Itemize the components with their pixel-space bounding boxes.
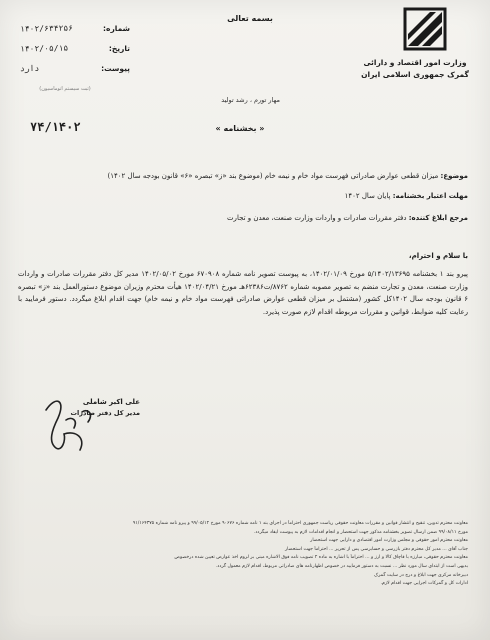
- salutation: با سلام و احترام،: [408, 252, 468, 260]
- reference-label: مرجع ابلاغ کننده:: [408, 214, 468, 222]
- slogan-line: مهار تورم ، رشد تولید: [221, 96, 280, 104]
- number-value: ۱۴۰۲/۶۳۴۲۵۶: [19, 23, 74, 34]
- attachment-label: پیوست:: [101, 64, 130, 73]
- distribution-line: جناب آقای ... مدیر کل محترم دفتر بازرسی و حسابرسی پس از تحریر ... احتراماً جهت استحضار: [284, 546, 468, 552]
- date-label: تاریخ:: [108, 44, 130, 53]
- validity-value: پایان سال ۱۴۰۲: [344, 192, 391, 200]
- basmala: بسمه تعالی: [227, 14, 273, 23]
- number-label: شماره:: [103, 24, 130, 33]
- meta-number: [20, 24, 130, 33]
- org-customs: گمرک جمهوری اسلامی ایران: [361, 70, 469, 79]
- distribution-line: مورخ ۹۹/۰۸/۱۱ ضمن ارسال تصویر بخشنامه مذکور جهت استحضار و انجام اقدامات لازم به پیوست ایفاد میگردد.: [253, 529, 468, 535]
- org-ministry: وزارت امور اقتصاد و دارائی: [363, 58, 467, 67]
- subject-label: موضوع:: [440, 172, 468, 180]
- reference-field: [18, 212, 468, 224]
- subject-field: [18, 170, 468, 182]
- reference-value: دفتر مقررات صادرات و واردات وزارت صنعت، معدن و تجارت: [226, 214, 407, 222]
- validity-field: [18, 190, 468, 202]
- distribution-line: معاونت محترم امور حقوقی و مجلس وزارت امور اقتصادی و دارایی جهت استحضار: [310, 538, 468, 544]
- meta-date: [20, 44, 130, 53]
- distribution-line: بدیهی است از ابتدای سال مورد نظر ... نسبت به دستور فرمایید در خصوص اظهارنامه های صادراتی مربوط، اقدام لازم معمول گردد.: [215, 563, 468, 569]
- distribution-line: ادارات کل و گمرکات اجرایی جهت اقدام لازم.: [380, 581, 468, 587]
- subject-value: میزان قطعی عوارض صادراتی فهرست مواد خام و نیمه خام (موضوع بند «ز» تبصره «۶» قانون بودجه سال ۱۴۰۲): [107, 172, 439, 180]
- date-value: ۱۴۰۲/۰۵/۱۵: [19, 43, 69, 54]
- customs-logo-icon: [402, 6, 448, 52]
- distribution-line: معاونت محترم حقوقی، مبارزه با قاچاق کالا و ارز و ... احتراماً با اشاره به ماده ۲ تصویب نامه فوق الاشاره مبنی بر لزوم اخذ عوارض تعیین شده درخصوص: [174, 555, 468, 561]
- meta-attachment: [20, 64, 130, 73]
- distribution-line: معاونت محترم تدوین، تنقیح و انتشار قوانین و مقررات معاونت حقوقی ریاست جمهوری احتراماً در اجرای بند ۱ نامه شماره ۹۰۶۷۶ مورخ ۹۹/۰۵/۱۲ و پیرو نامه شماره ۹۱/۱۶۴۳۷۵: [132, 521, 468, 526]
- attachment-value: دارد: [19, 63, 40, 74]
- signatory-name: علی اکبر شاملی: [82, 398, 140, 406]
- signatory-title: مدیر کل دفتر صادرات: [70, 409, 140, 417]
- stamp-note: (ثبت سیستم اتوماسیون): [39, 86, 91, 92]
- directive-title: « بخشنامه »: [215, 124, 265, 133]
- distribution-list: [18, 520, 468, 589]
- distribution-line: دبیرخانه مرکزی جهت ابلاغ و درج در سایت گمرک: [374, 572, 468, 578]
- body-paragraph: پیرو بند ۱ بخشنامه ۵/۱۴۰۲/۱۳۶۹۵ مورخ ۱۴۰۲/۰۱/۰۹، به پیوست تصویر نامه شماره ۶۷۰۹۰۸ مورخ ۱۴۰۲/۰۵/۰۲ مدیر کل دفتر مقررات صادرات و واردات وزارت صنعت، معدن و تجارت منضم به تصویر مصوبه شماره ۸۷۶۲/ت۶۲۳۸۶هـ مورخ ۱۴۰۲/۰۴/۲۱ هیأت محترم وزیران موضوع دستورالعمل بند «ز» تبصره ۶ قانون بودجه سال ۱۴۰۲کل کشور (مشتمل بر میزان قطعی عوارض صادراتی فهرست مواد خام و نیمه خام) جهت اقدام ابلاغ میگردد. دستور فرمایید با رعایت کلیه ضوابط، قوانین و مقررات مربوطه اقدام لازم صورت پذیرد.: [18, 270, 469, 316]
- directive-number: ۷۴/۱۴۰۲: [30, 120, 81, 134]
- validity-label: مهلت اعتبار بخشنامه:: [392, 192, 468, 200]
